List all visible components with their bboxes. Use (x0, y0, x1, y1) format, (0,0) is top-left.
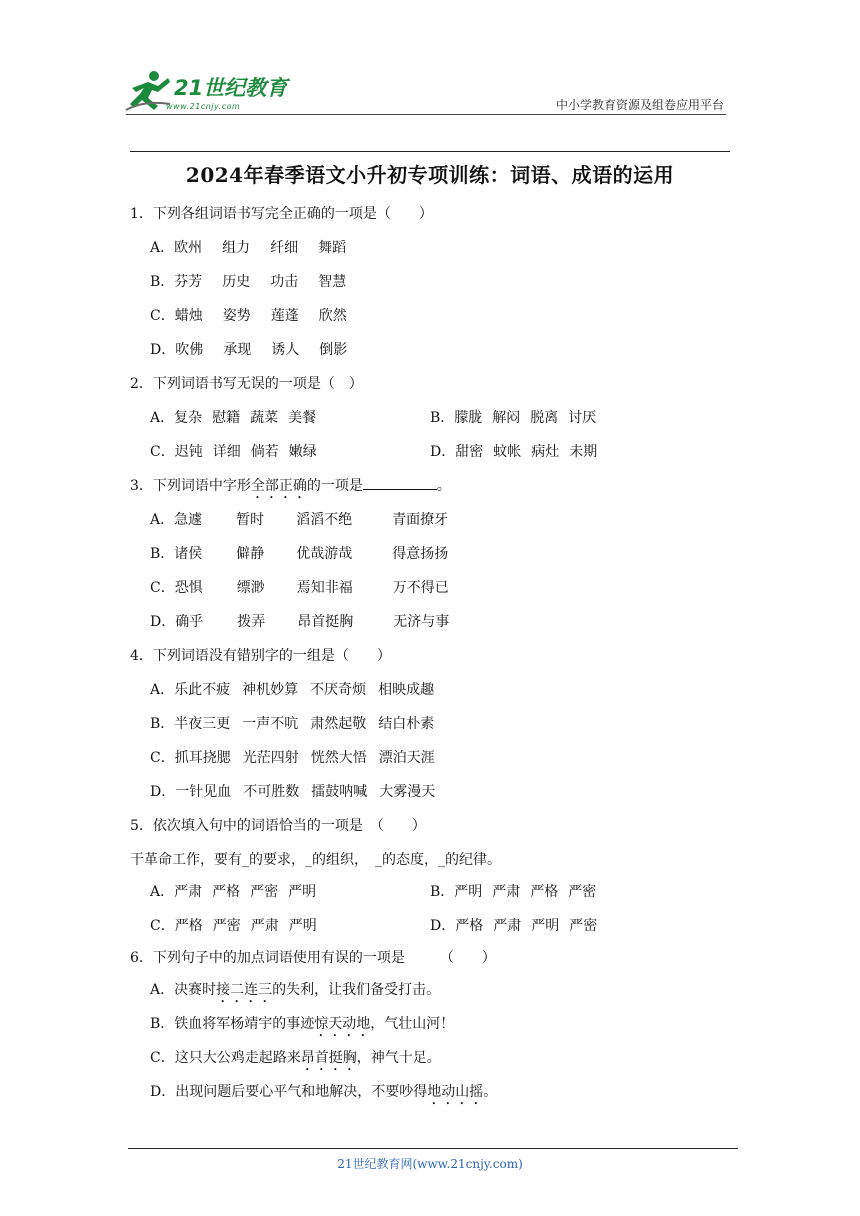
option-word: 未期 (569, 444, 598, 460)
option-item[interactable] (150, 341, 347, 359)
option-word: 严密 (569, 918, 598, 934)
option-item[interactable] (150, 749, 435, 767)
option-word: 严密 (568, 884, 597, 900)
question-stem: 4．下列词语没有错别字的一组是（ ） (130, 648, 391, 664)
question-stem: 2．下列词语书写无误的一项是（ ） (130, 376, 363, 392)
option-word: 确乎 (175, 614, 204, 630)
option-word: 欣然 (318, 308, 347, 324)
option-word: 青面撩牙 (392, 512, 449, 528)
option-word: 解闷 (492, 410, 521, 426)
option-text: 的失利，让我们备受打击。 (272, 982, 441, 998)
option-word: 相映成趣 (378, 682, 435, 698)
option-word: 组力 (222, 240, 251, 256)
option-text: 这只大公鸡走起路来 (174, 1050, 301, 1066)
option-word: 承现 (223, 342, 252, 358)
option-item[interactable] (150, 273, 346, 291)
option-word: 脱离 (530, 410, 559, 426)
option-label: B． (150, 716, 175, 732)
option-word: 智慧 (318, 274, 347, 290)
option-word: 擂鼓呐喊 (311, 784, 368, 800)
option-word: 详细 (212, 444, 241, 460)
option-text: 铁血将军杨靖宇的事迹 (174, 1016, 315, 1032)
option-label: C． (150, 918, 175, 934)
stem-text: 的一项是 (306, 478, 363, 494)
option-item[interactable] (430, 883, 596, 901)
option-word: 滔滔不绝 (296, 512, 353, 528)
option-word: 严明 (288, 918, 317, 934)
option-label: B． (150, 274, 175, 290)
question-stem: 1．下列各组词语书写完全正确的一项是（ ） (130, 206, 433, 222)
option-word: 病灶 (531, 444, 560, 460)
option-label: C． (150, 750, 175, 766)
page-header (0, 0, 860, 160)
option-word: 不可胜数 (243, 784, 300, 800)
option-label: D． (150, 614, 176, 630)
option-word: 莲蓬 (270, 308, 299, 324)
option-word: 美餐 (288, 410, 317, 426)
option-word: 历史 (222, 274, 251, 290)
option-item[interactable] (150, 307, 347, 325)
option-text: ，气壮山河！ (370, 1016, 455, 1032)
option-word: 焉知非福 (296, 580, 353, 596)
option-word: 迟钝 (174, 444, 203, 460)
emphasized-text: 惊天动地 (314, 1016, 371, 1032)
option-label: B． (430, 884, 455, 900)
option-label: D． (430, 444, 456, 460)
option-word: 蜡烛 (174, 308, 203, 324)
option-item[interactable] (150, 715, 434, 733)
option-item[interactable] (150, 681, 434, 699)
option-word: 缥渺 (236, 580, 265, 596)
option-text: 。 (483, 1084, 498, 1100)
question-sentence: 干革命工作，要有_的要求，_的组织， _的态度，_的纪律。 (130, 852, 501, 868)
option-word: 昂首挺胸 (297, 614, 354, 630)
emphasized-text: 接二连三 (216, 982, 273, 998)
option-word: 严明 (288, 884, 317, 900)
option-label: B． (150, 546, 175, 562)
option-item[interactable] (150, 613, 449, 631)
option-word: 蔬菜 (250, 410, 279, 426)
option-word: 蚊帐 (493, 444, 522, 460)
option-item[interactable] (150, 409, 316, 427)
option-word: 优哉游哉 (296, 546, 353, 562)
header-divider (126, 114, 726, 115)
option-word: 慰籍 (212, 410, 241, 426)
option-label: B． (150, 1016, 175, 1032)
option-label: A． (150, 982, 175, 998)
option-label: D． (150, 784, 176, 800)
title-divider (130, 151, 730, 152)
page-title: 2024年春季语文小升初专项训练：词语、成语的运用 (185, 163, 675, 187)
option-word: 芬芳 (174, 274, 203, 290)
option-word: 神机妙算 (242, 682, 299, 698)
option-item[interactable] (150, 579, 449, 597)
option-word: 严肃 (250, 918, 279, 934)
option-word: 严肃 (492, 884, 521, 900)
option-word: 吹佛 (175, 342, 204, 358)
option-word: 僻静 (236, 546, 265, 562)
option-text: 出现问题后要心平气和地解决，不要吵得 (175, 1084, 428, 1100)
option-label: D． (150, 1084, 176, 1100)
option-word: 诱人 (271, 342, 300, 358)
option-text: ，神气十足。 (356, 1050, 441, 1066)
option-word: 朦胧 (454, 410, 483, 426)
answer-blank[interactable] (363, 475, 437, 490)
option-word: 严格 (455, 918, 484, 934)
option-item[interactable] (430, 443, 597, 461)
footer-divider (128, 1148, 738, 1149)
footer-link[interactable]: 21世纪教育网(www.21cnjy.com) (337, 1157, 523, 1171)
option-word: 诸侯 (174, 546, 203, 562)
logo-url: www.21cnjy.com (166, 102, 241, 111)
option-word: 纤细 (270, 240, 299, 256)
option-word: 一针见血 (175, 784, 232, 800)
option-item[interactable] (150, 1049, 441, 1074)
option-label: D． (430, 918, 456, 934)
option-word: 乐此不疲 (174, 682, 231, 698)
option-word: 得意扬扬 (392, 546, 449, 562)
option-word: 恐惧 (174, 580, 203, 596)
platform-tagline: 中小学教育资源及组卷应用平台 (555, 98, 724, 112)
option-word: 暂时 (236, 512, 265, 528)
option-word: 舞蹈 (318, 240, 347, 256)
option-word: 欧州 (174, 240, 203, 256)
emphasized-text: 全部正确 (250, 478, 307, 494)
option-word: 功击 (270, 274, 299, 290)
option-word: 严密 (250, 884, 279, 900)
emphasized-text: 地动山摇 (427, 1084, 484, 1100)
option-word: 肃然起敬 (310, 716, 367, 732)
option-label: C． (150, 444, 175, 460)
option-label: D． (150, 342, 176, 358)
option-word: 大雾漫天 (379, 784, 436, 800)
option-item[interactable] (150, 239, 346, 257)
option-label: A． (150, 884, 175, 900)
option-word: 严明 (454, 884, 483, 900)
option-word: 漂泊天涯 (378, 750, 435, 766)
option-word: 一声不吭 (242, 716, 299, 732)
option-item[interactable] (150, 511, 448, 529)
question-stem (130, 475, 451, 502)
option-word: 严密 (212, 918, 241, 934)
option-label: C． (150, 308, 175, 324)
option-word: 严格 (174, 918, 203, 934)
option-item[interactable] (430, 917, 597, 935)
option-word: 万不得已 (392, 580, 449, 596)
option-word: 姿势 (222, 308, 251, 324)
option-item[interactable] (150, 883, 316, 901)
option-word: 讨厌 (568, 410, 597, 426)
option-word: 抓耳挠腮 (174, 750, 231, 766)
emphasized-text: 昂首挺胸 (300, 1050, 357, 1066)
option-item[interactable] (430, 409, 596, 427)
option-label: C． (150, 580, 175, 596)
question-stem: 6．下列句子中的加点词语使用有误的一项是 （ ） (130, 950, 496, 966)
stem-text: 3．下列词语中字形 (130, 478, 251, 494)
option-item[interactable] (150, 981, 440, 1006)
option-word: 恍然大悟 (310, 750, 367, 766)
stem-text: 。 (436, 478, 451, 494)
option-label: C． (150, 1050, 175, 1066)
option-word: 嫩绿 (288, 444, 317, 460)
option-item[interactable] (150, 783, 435, 801)
option-label: A． (150, 682, 175, 698)
option-label: A． (150, 240, 175, 256)
option-word: 严明 (531, 918, 560, 934)
option-word: 急遽 (174, 512, 203, 528)
option-text: 决赛时 (174, 982, 217, 998)
option-word: 光茫四射 (242, 750, 299, 766)
option-label: B． (430, 410, 455, 426)
option-item[interactable] (150, 1015, 454, 1040)
option-word: 不厌奇烦 (310, 682, 367, 698)
option-word: 严格 (212, 884, 241, 900)
option-word: 严肃 (493, 918, 522, 934)
option-item[interactable] (150, 1083, 497, 1108)
option-word: 复杂 (174, 410, 203, 426)
option-word: 严肃 (174, 884, 203, 900)
option-item[interactable] (150, 443, 317, 461)
logo-wordmark: 21世纪教育 (174, 76, 288, 100)
option-word: 倒影 (319, 342, 348, 358)
option-word: 严格 (530, 884, 559, 900)
option-word: 拨弄 (237, 614, 266, 630)
option-word: 甜密 (455, 444, 484, 460)
option-word: 结白朴素 (378, 716, 435, 732)
option-item[interactable] (150, 917, 317, 935)
option-word: 无济与事 (393, 614, 450, 630)
option-word: 倘若 (250, 444, 279, 460)
question-stem: 5．依次填入句中的词语恰当的一项是 （ ） (130, 818, 426, 834)
site-logo[interactable] (122, 68, 292, 116)
option-label: A． (150, 512, 175, 528)
option-word: 半夜三更 (174, 716, 231, 732)
option-item[interactable] (150, 545, 448, 563)
option-label: A． (150, 410, 175, 426)
